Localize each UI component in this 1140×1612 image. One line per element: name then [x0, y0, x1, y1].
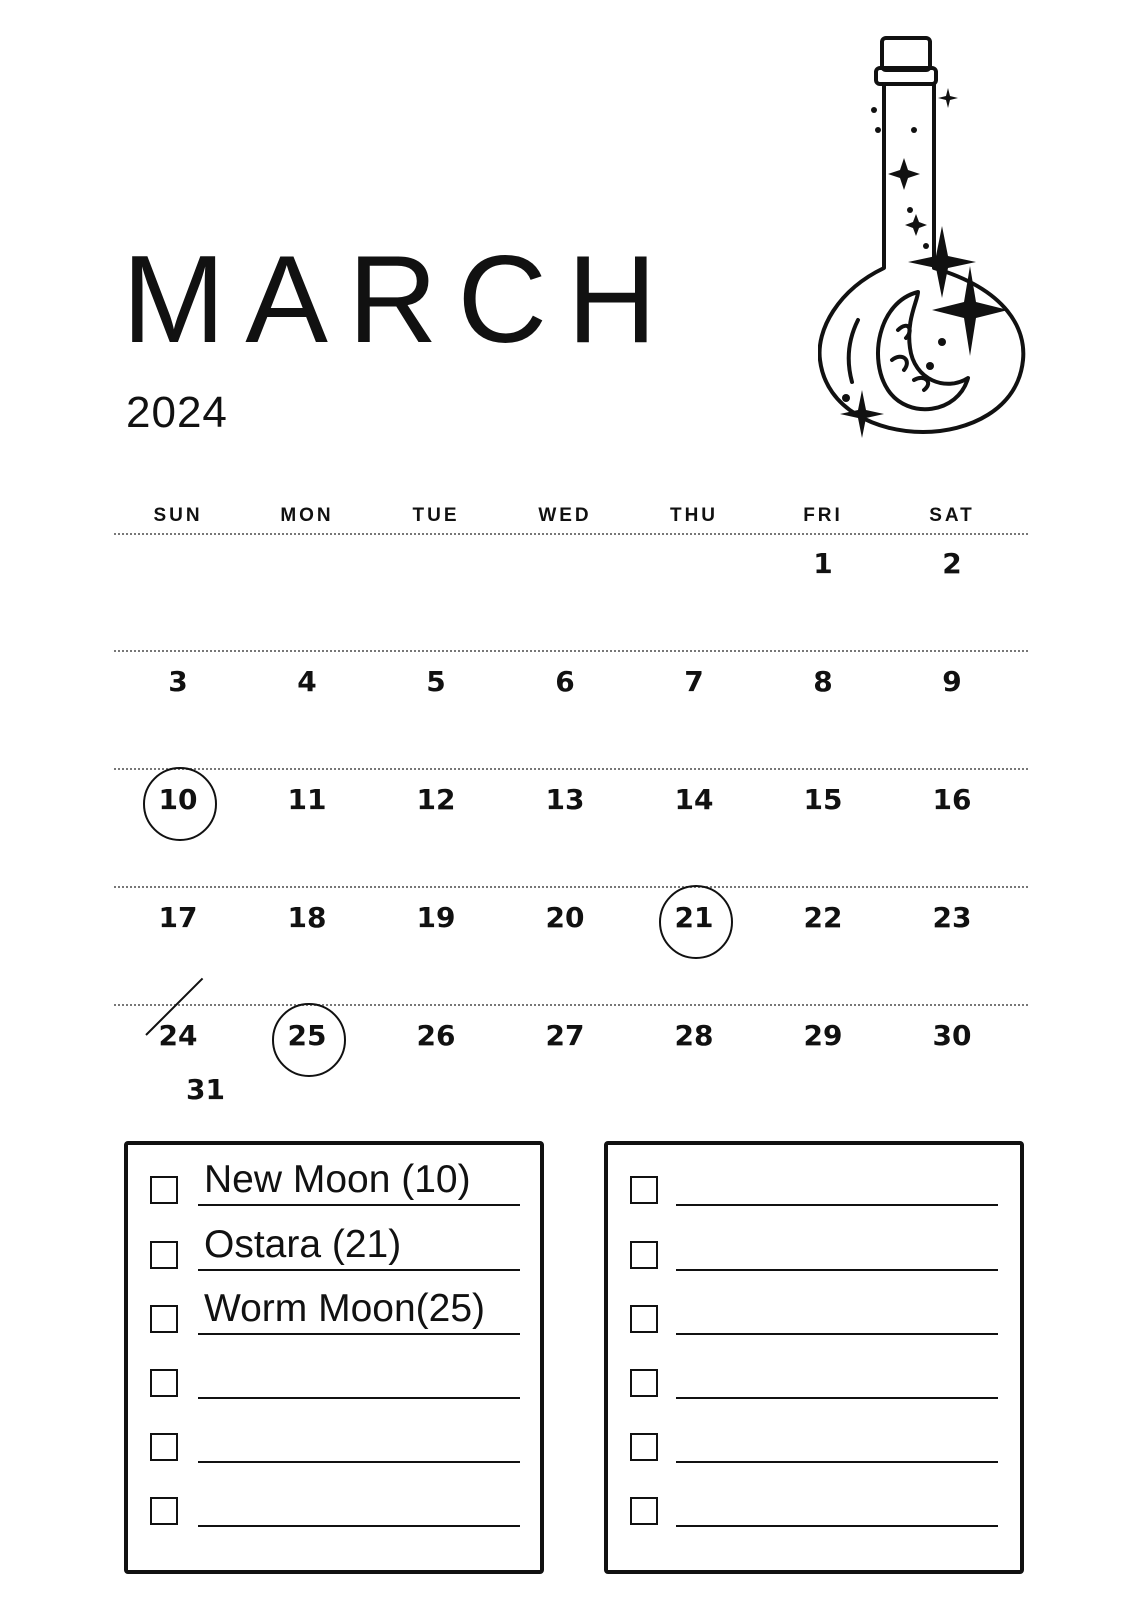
- weekday-thu: THU: [669, 505, 719, 526]
- day-17[interactable]: 17: [158, 901, 198, 934]
- potion-bottle-moon-icon: [818, 30, 1028, 450]
- day-15[interactable]: 15: [803, 783, 843, 816]
- day-30[interactable]: 30: [932, 1019, 972, 1052]
- day-22[interactable]: 22: [803, 901, 843, 934]
- day-10[interactable]: 10: [158, 783, 198, 816]
- note-checkbox-right[interactable]: [630, 1497, 658, 1525]
- note-line-left[interactable]: [198, 1397, 520, 1399]
- day-20[interactable]: 20: [545, 901, 585, 934]
- week-divider: [114, 886, 1028, 888]
- day-13[interactable]: 13: [545, 783, 585, 816]
- note-line-right[interactable]: [676, 1397, 998, 1399]
- note-line-right[interactable]: [676, 1333, 998, 1335]
- day-3[interactable]: 3: [168, 665, 188, 698]
- weekday-fri: FRI: [803, 505, 843, 526]
- day-2[interactable]: 2: [942, 547, 962, 580]
- weekday-sun: SUN: [153, 505, 203, 526]
- month-title: MARCH: [122, 231, 677, 369]
- day-4[interactable]: 4: [297, 665, 317, 698]
- note-checkbox-right[interactable]: [630, 1305, 658, 1333]
- week-divider: [114, 768, 1028, 770]
- note-line-left[interactable]: [198, 1525, 520, 1527]
- day-12[interactable]: 12: [416, 783, 456, 816]
- day-circle-marker: [659, 885, 733, 959]
- day-28[interactable]: 28: [674, 1019, 714, 1052]
- note-line-left[interactable]: [198, 1461, 520, 1463]
- note-line-right[interactable]: [676, 1461, 998, 1463]
- note-checkbox-right[interactable]: [630, 1176, 658, 1204]
- day-1[interactable]: 1: [813, 547, 833, 580]
- note-checkbox-left[interactable]: [150, 1176, 178, 1204]
- note-checkbox-left[interactable]: [150, 1433, 178, 1461]
- day-circle-marker: [143, 767, 217, 841]
- day-16[interactable]: 16: [932, 783, 972, 816]
- note-entry: New Moon (10): [204, 1158, 471, 1201]
- weekday-mon: MON: [280, 505, 334, 526]
- day-19[interactable]: 19: [416, 901, 456, 934]
- day-26[interactable]: 26: [416, 1019, 456, 1052]
- note-line-right[interactable]: [676, 1525, 998, 1527]
- note-line-left[interactable]: [198, 1333, 520, 1335]
- weekday-tue: TUE: [412, 505, 460, 526]
- note-line-left[interactable]: [198, 1204, 520, 1206]
- note-checkbox-right[interactable]: [630, 1241, 658, 1269]
- day-11[interactable]: 11: [287, 783, 327, 816]
- day-21[interactable]: 21: [674, 901, 714, 934]
- weekday-sat: SAT: [929, 505, 975, 526]
- day-9[interactable]: 9: [942, 665, 962, 698]
- weekday-wed: WED: [538, 505, 592, 526]
- week-divider: [114, 533, 1028, 535]
- note-line-right[interactable]: [676, 1269, 998, 1271]
- day-6[interactable]: 6: [555, 665, 575, 698]
- note-line-right[interactable]: [676, 1204, 998, 1206]
- day-25[interactable]: 25: [287, 1019, 327, 1052]
- note-line-left[interactable]: [198, 1269, 520, 1271]
- note-entry: Ostara (21): [204, 1223, 402, 1266]
- note-checkbox-left[interactable]: [150, 1369, 178, 1397]
- note-checkbox-right[interactable]: [630, 1433, 658, 1461]
- day-7[interactable]: 7: [684, 665, 704, 698]
- day-29[interactable]: 29: [803, 1019, 843, 1052]
- week-divider: [114, 1004, 1028, 1006]
- week-divider: [114, 650, 1028, 652]
- note-checkbox-left[interactable]: [150, 1241, 178, 1269]
- day-5[interactable]: 5: [426, 665, 446, 698]
- day-circle-marker: [272, 1003, 346, 1077]
- day-24[interactable]: 24: [158, 1019, 198, 1052]
- note-checkbox-left[interactable]: [150, 1305, 178, 1333]
- year-label: 2024: [126, 388, 228, 437]
- day-23[interactable]: 23: [932, 901, 972, 934]
- day-8[interactable]: 8: [813, 665, 833, 698]
- note-entry: Worm Moon(25): [204, 1287, 486, 1330]
- note-checkbox-right[interactable]: [630, 1369, 658, 1397]
- day-18[interactable]: 18: [287, 901, 327, 934]
- note-checkbox-left[interactable]: [150, 1497, 178, 1525]
- day-31: 31: [186, 1073, 225, 1106]
- day-14[interactable]: 14: [674, 783, 714, 816]
- day-27[interactable]: 27: [545, 1019, 585, 1052]
